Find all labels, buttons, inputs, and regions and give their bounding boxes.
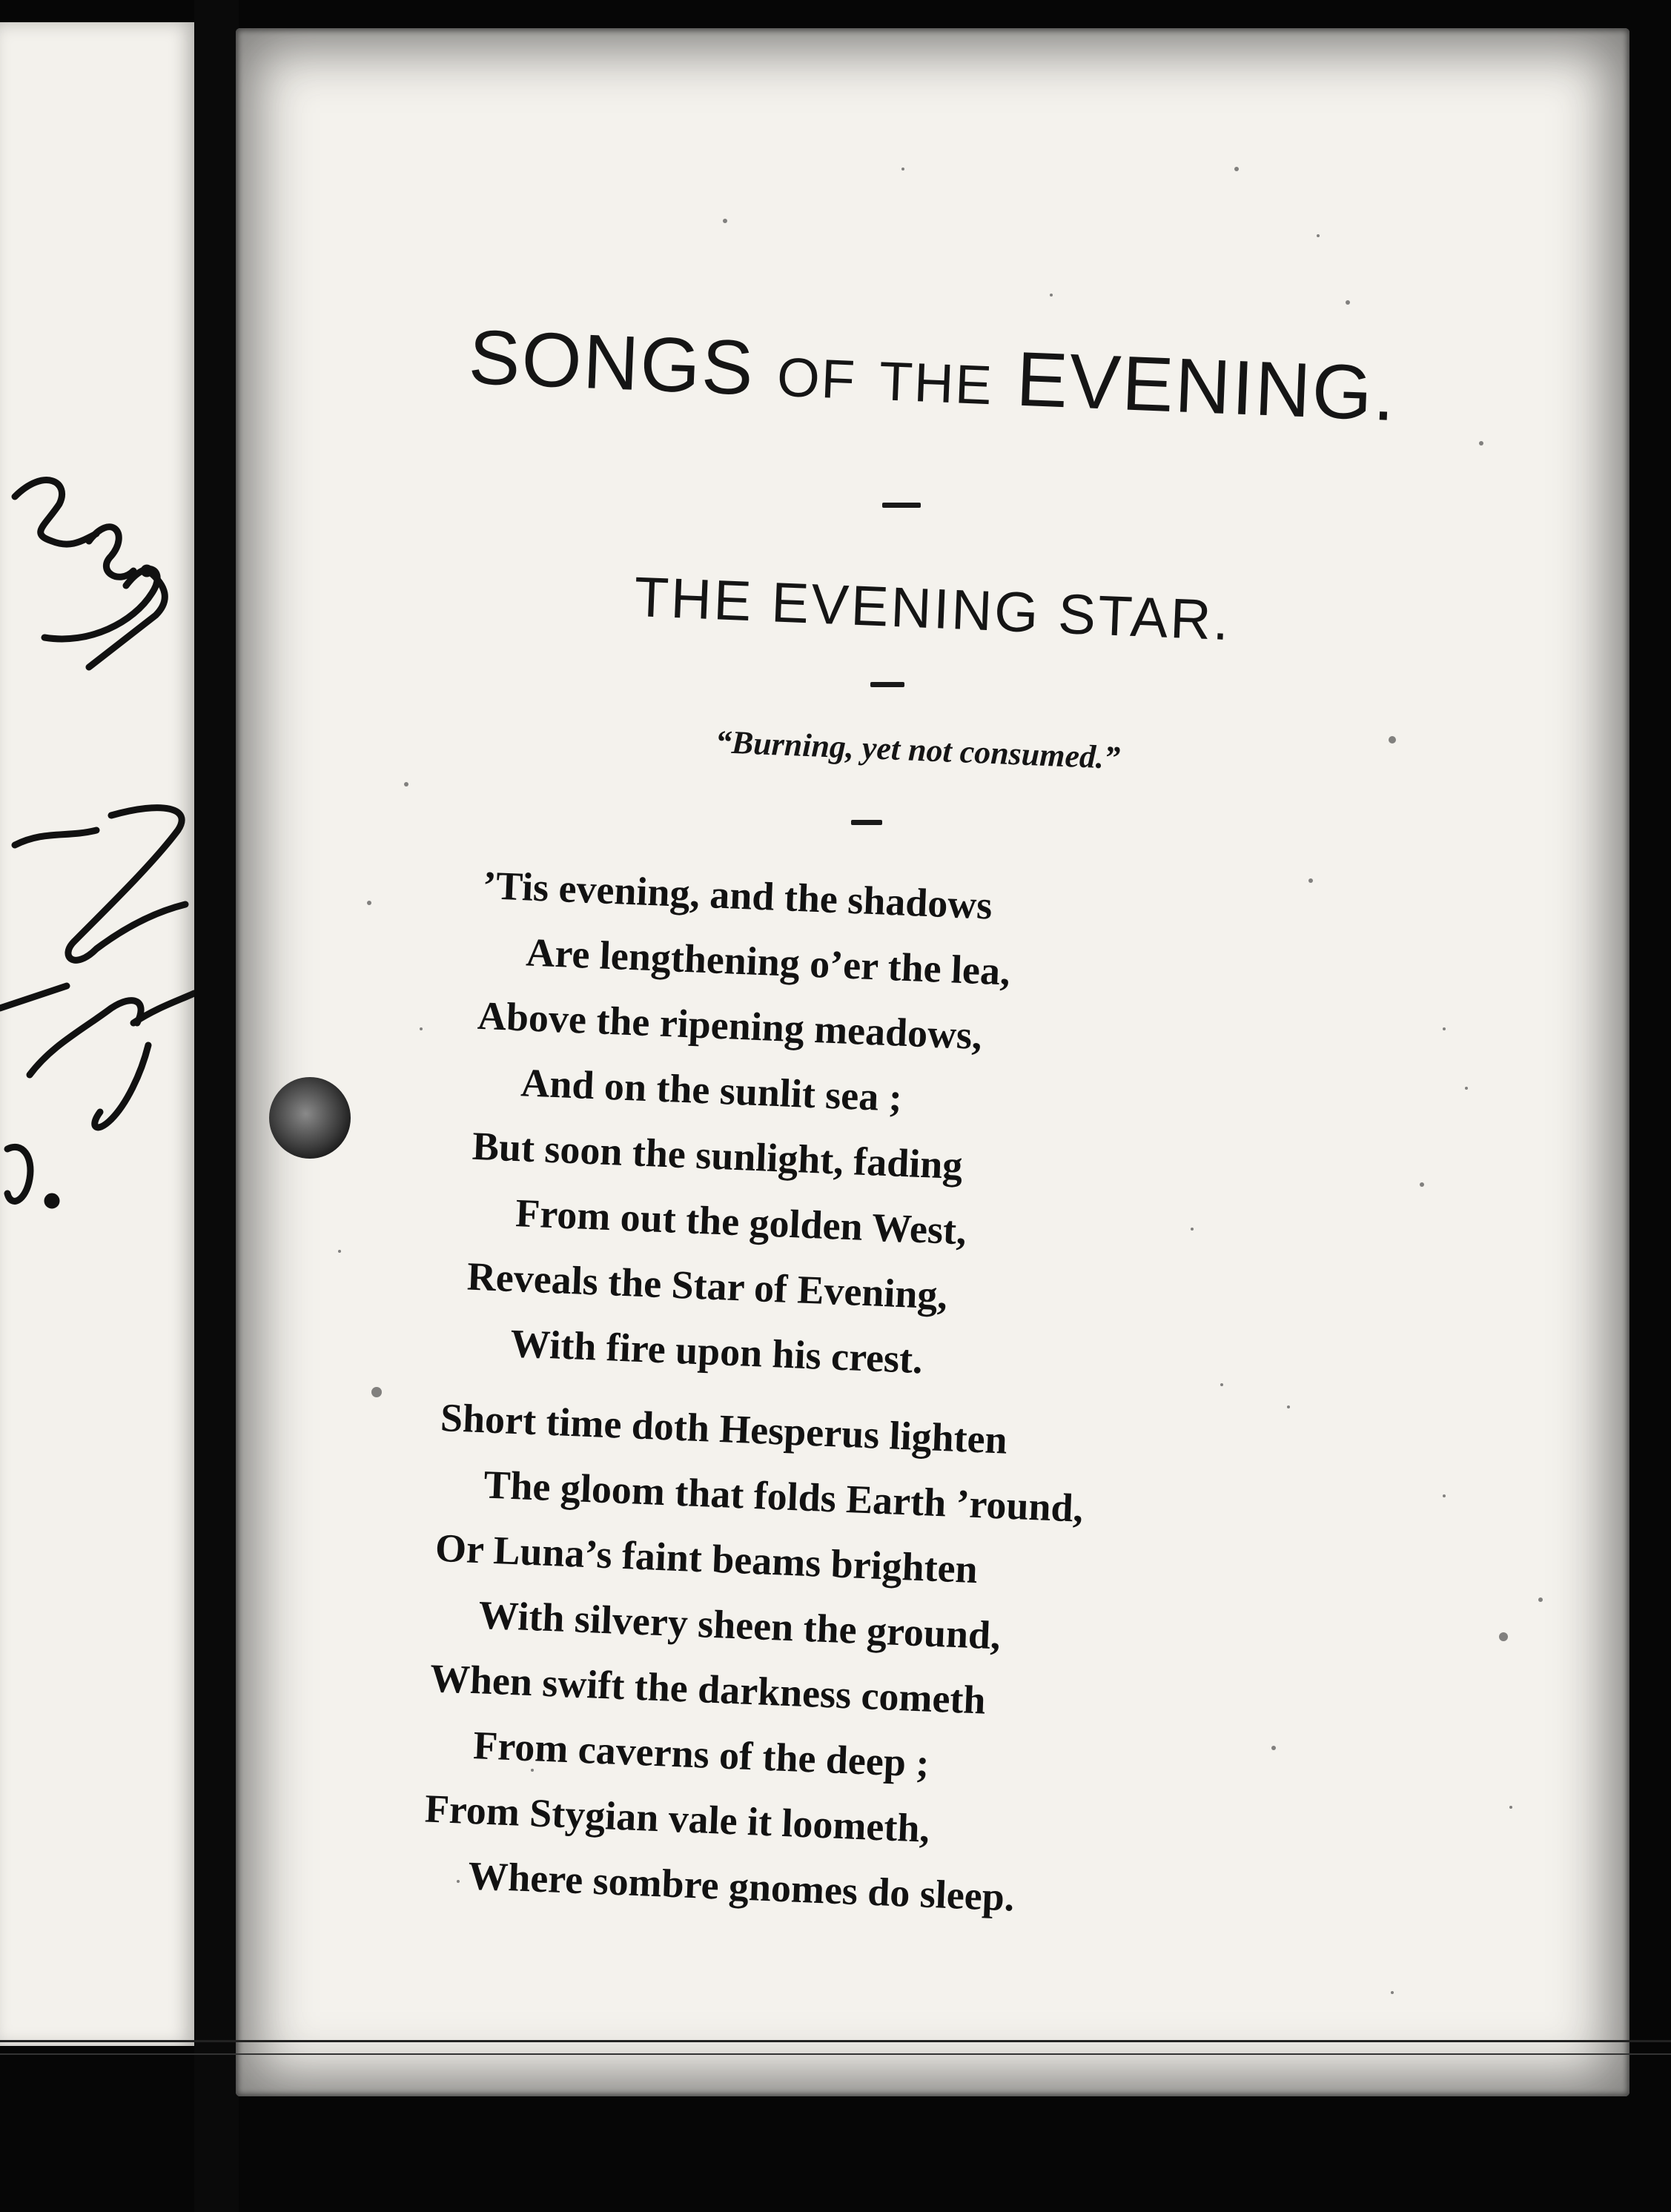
page-title: SONGS OF THE EVENING. — [467, 314, 1398, 438]
left-facing-page — [0, 22, 194, 2046]
poem-title: THE EVENING STAR. — [632, 565, 1233, 653]
poem-line: The gloom that folds Earth ’round, — [483, 1462, 1085, 1531]
epigraph-divider — [851, 820, 882, 825]
stanza-1 — [463, 852, 1014, 1395]
poem-line: With silvery sheen the ground, — [477, 1592, 1002, 1658]
poem-line: When swift the darkness cometh — [428, 1655, 987, 1723]
poem-line: And on the sunlit sea ; — [520, 1060, 903, 1120]
poem-line: From caverns of the deep ; — [472, 1723, 930, 1786]
poem-line: ’Tis evening, and the shadows — [482, 862, 993, 928]
poem-line: From out the golden West, — [514, 1191, 967, 1254]
poem-line: With fire upon his crest. — [509, 1320, 924, 1382]
poem-line: Reveals the Star of Evening, — [466, 1254, 949, 1318]
title-divider — [882, 503, 921, 508]
poem-line: Are lengthening o’er the lea, — [525, 930, 1011, 994]
poem-line: Short time doth Hesperus lighten — [440, 1394, 1008, 1463]
poem-line: But soon the sunlight, fading — [471, 1123, 964, 1188]
scan-edge-line — [0, 2053, 1671, 2055]
book-gutter — [194, 0, 239, 2212]
stanza-2 — [421, 1385, 1088, 1932]
ink-blot — [269, 1077, 351, 1159]
poem-page — [236, 28, 1629, 2096]
poem-line: From Stygian vale it loometh, — [423, 1786, 931, 1851]
subtitle-divider — [870, 682, 904, 687]
poem-line: Where sombre gnomes do sleep. — [467, 1852, 1016, 1920]
poem-line: Above the ripening meadows, — [476, 993, 983, 1059]
epigraph: “Burning, yet not consumed.” — [715, 723, 1121, 776]
poem-line: Or Luna’s faint beams brighten — [434, 1525, 979, 1592]
scan-edge-line — [0, 2040, 1671, 2042]
handwritten-notes-image — [0, 22, 194, 2046]
